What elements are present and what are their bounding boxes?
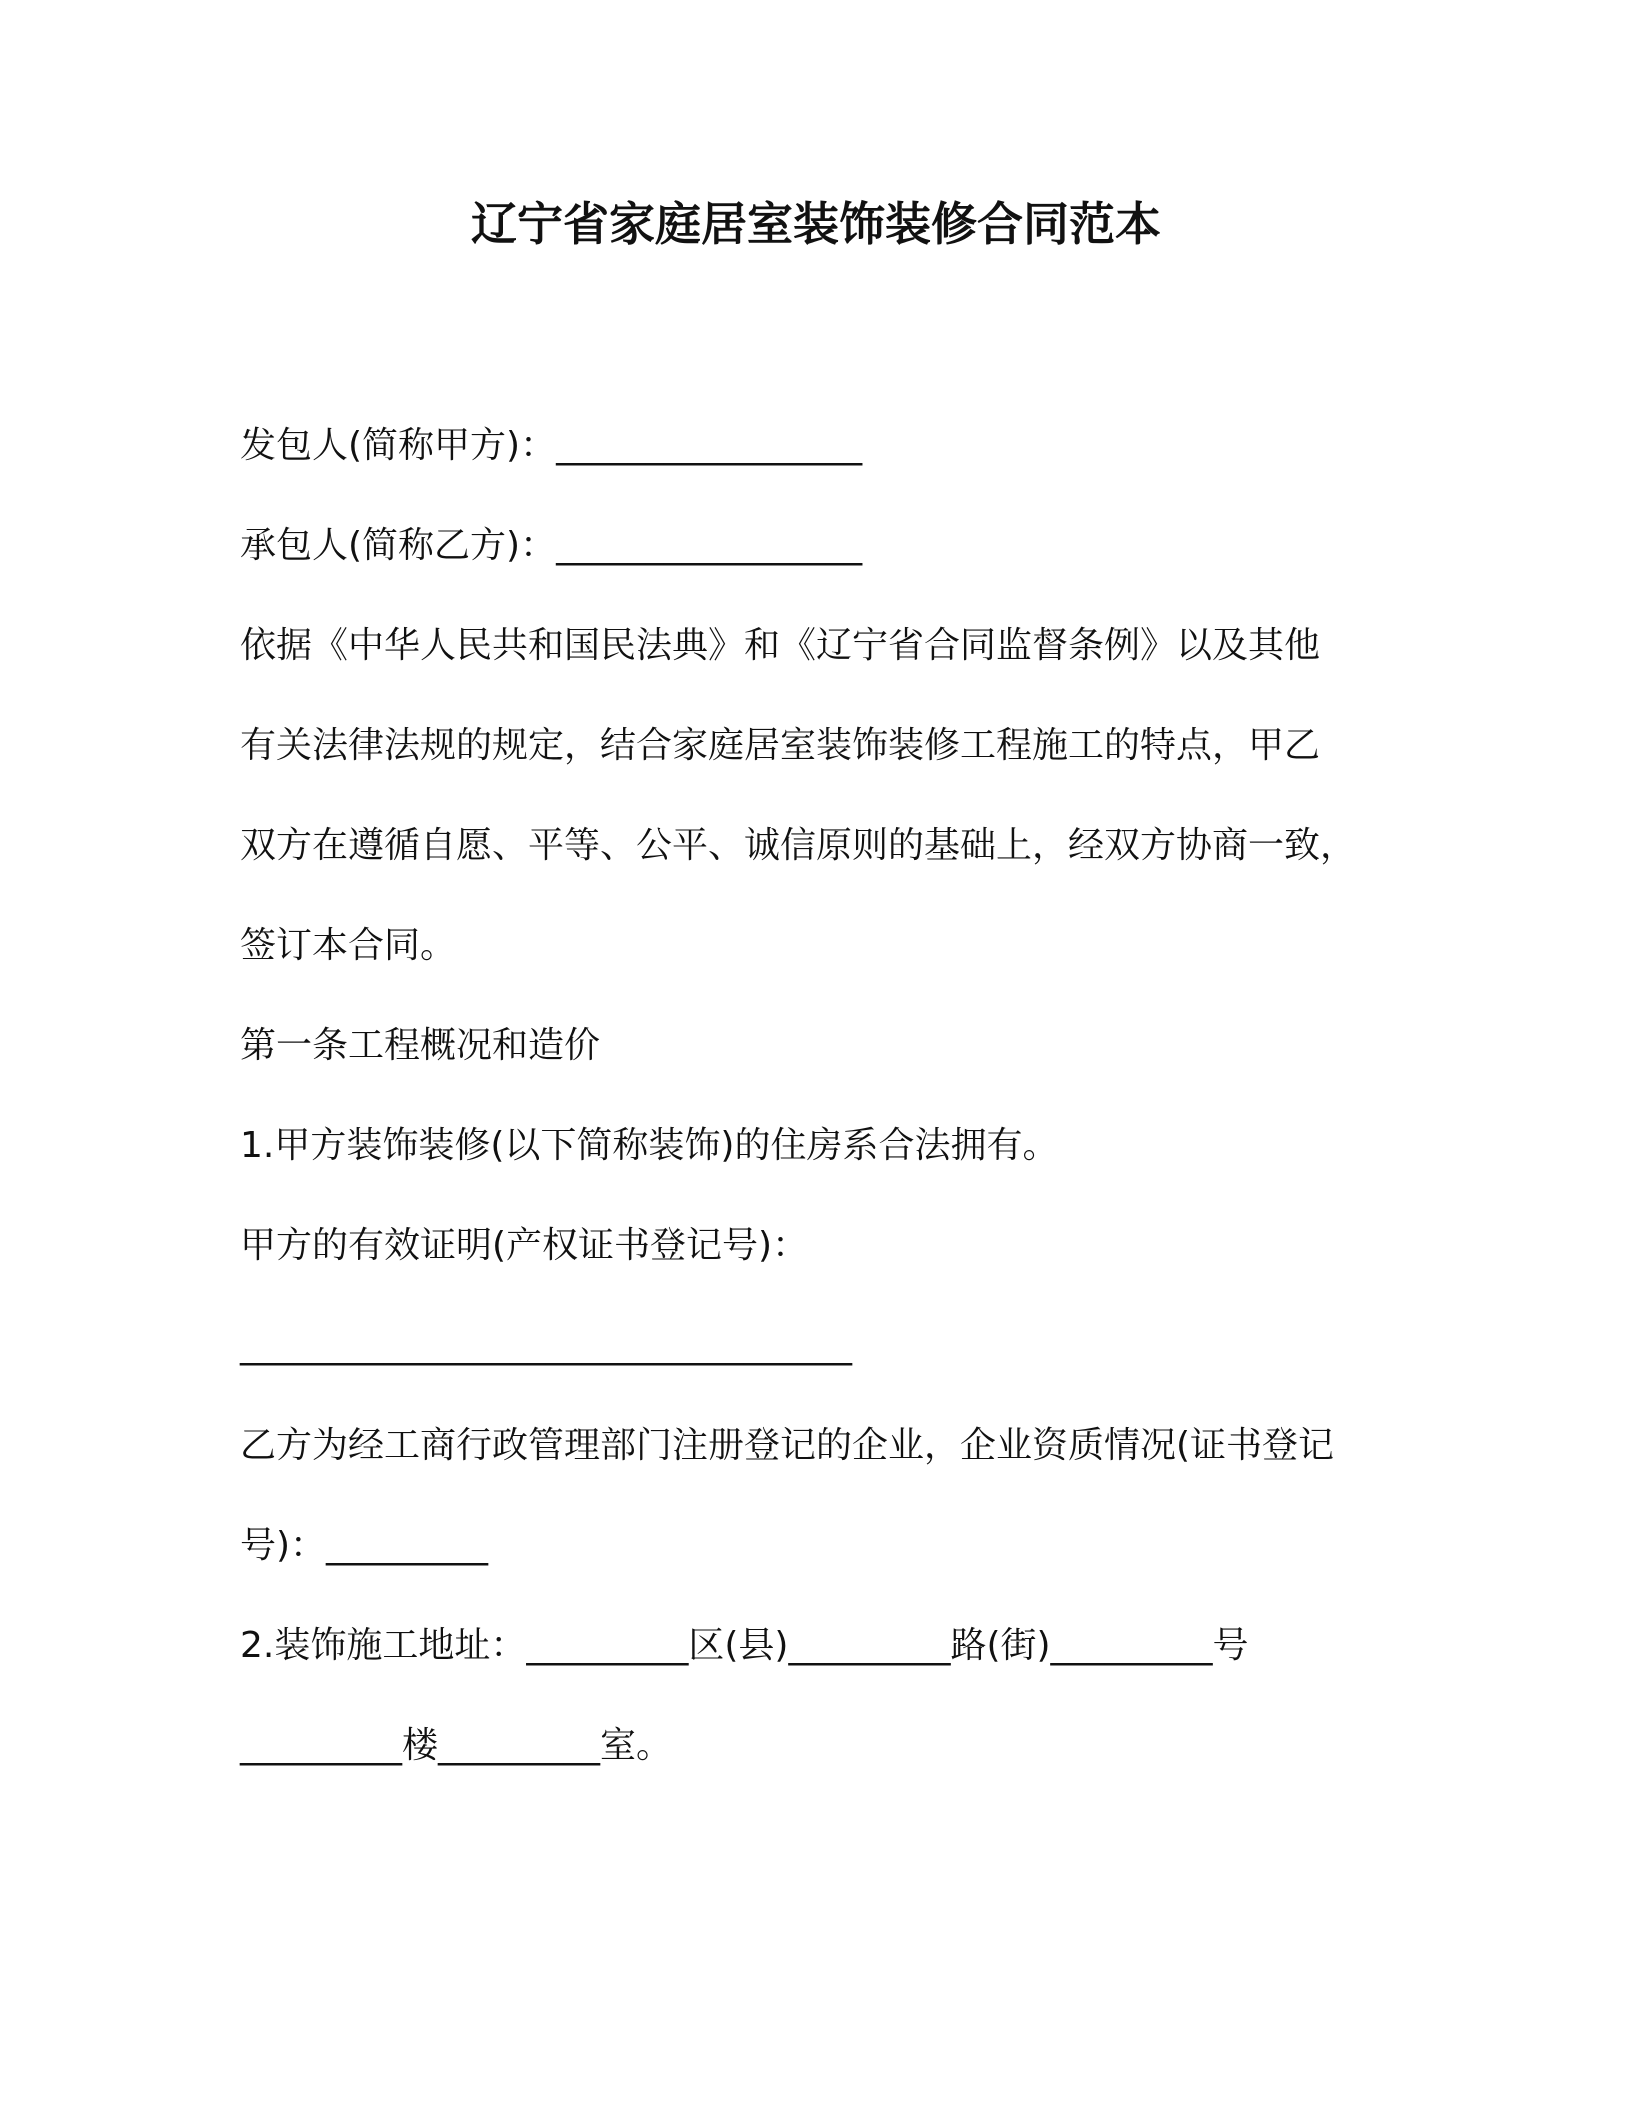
address-line-1: 2.装饰施工地址：_________区(县)_________路(街)_________号 [240,1625,1249,1666]
party-b-qualification-line-1: 乙方为经工商行政管理部门注册登记的企业，企业资质情况(证书登记 [240,1425,1335,1466]
preamble-line-3: 双方在遵循自愿、平等、公平、诚信原则的基础上，经双方协商一致， [240,825,1357,866]
article-1-heading: 第一条工程概况和造价 [240,1025,601,1066]
document-title: 辽宁省家庭居室装饰装修合同范本 [471,197,1161,251]
preamble-line-4: 签订本合同。 [240,925,457,966]
certificate-blank: __________________________________ [240,1325,852,1366]
party-a-line: 发包人(简称甲方)：_________________ [240,425,863,466]
party-b-qualification-line-2: 号)：_________ [240,1525,489,1566]
preamble-line-2: 有关法律法规的规定，结合家庭居室装饰装修工程施工的特点，甲乙 [240,725,1321,766]
certificate-label: 甲方的有效证明(产权证书登记号)： [240,1225,809,1266]
preamble-line-1: 依据《中华人民共和国民法典》和《辽宁省合同监督条例》以及其他 [240,625,1321,666]
address-line-2: _________楼_________室。 [240,1725,673,1766]
clause-1-line: 1.甲方装饰装修(以下简称装饰)的住房系合法拥有。 [240,1125,1059,1166]
party-b-line: 承包人(简称乙方)：_________________ [240,525,863,566]
